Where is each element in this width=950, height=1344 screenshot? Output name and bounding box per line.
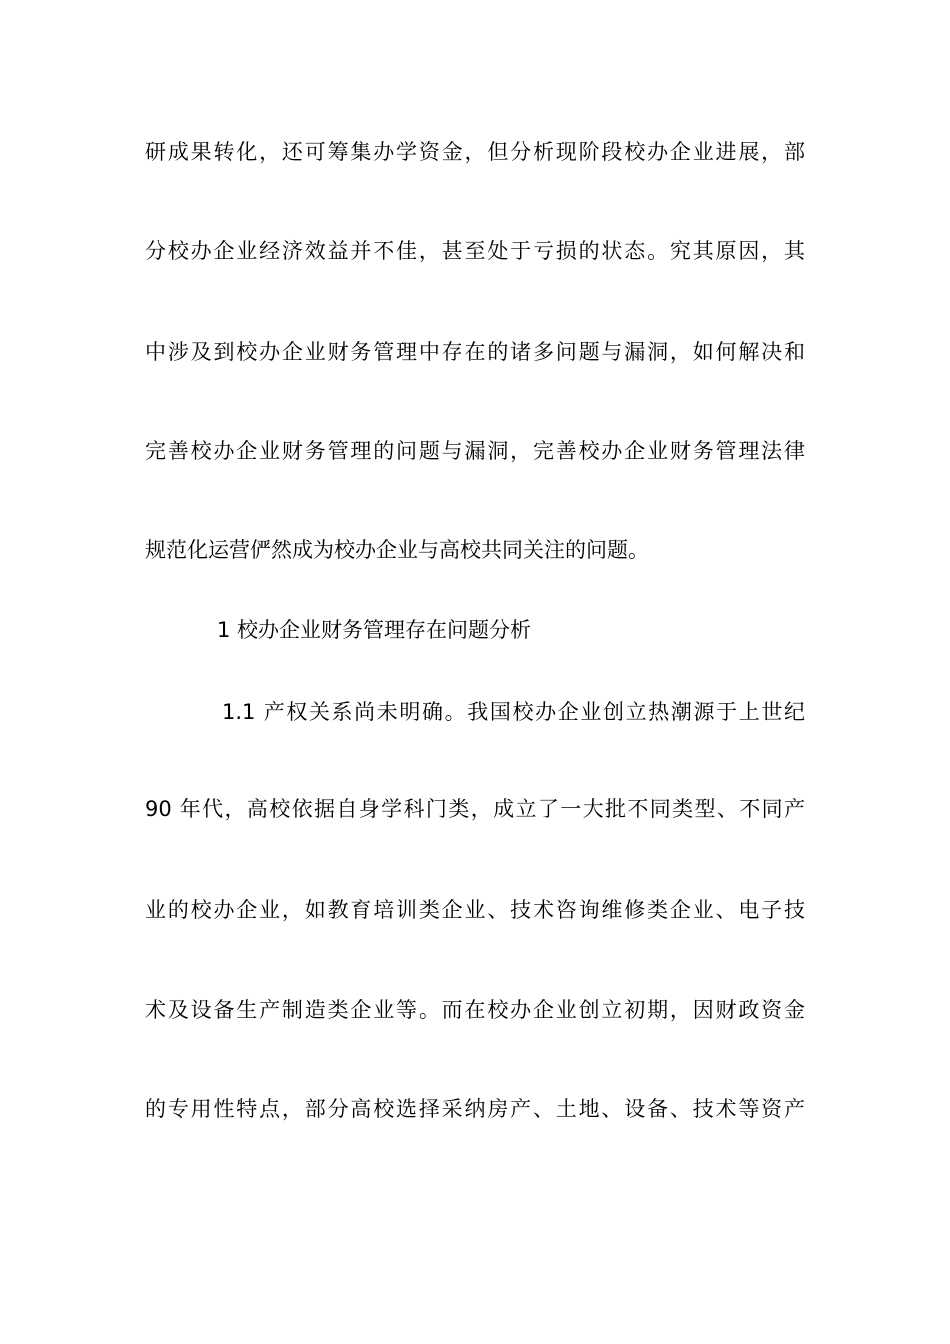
- paragraph-1-line-5: 规范化运营俨然成为校办企业与高校共同关注的问题。: [145, 538, 649, 562]
- paragraph-2-line-5: 的专用性特点，部分高校选择采纳房产、土地、设备、技术等资产: [145, 1097, 805, 1121]
- paragraph-1-line-4: 完善校办企业财务管理的问题与漏洞，完善校办企业财务管理法律: [145, 439, 805, 463]
- paragraph-1-line-2: 分校办企业经济效益并不佳，甚至处于亏损的状态。究其原因，其: [145, 239, 805, 263]
- paragraph-2-line-1: 1.1 产权关系尚未明确。我国校办企业创立热潮源于上世纪: [222, 700, 805, 724]
- paragraph-2-line-4: 术及设备生产制造类企业等。而在校办企业创立初期，因财政资金: [145, 998, 805, 1022]
- paragraph-1-line-1: 研成果转化，还可筹集办学资金，但分析现阶段校办企业进展，部: [145, 140, 805, 164]
- paragraph-2-line-2: 90 年代，高校依据自身学科门类，成立了一大批不同类型、不同产: [145, 797, 805, 821]
- paragraph-2-line-3: 业的校办企业，如教育培训类企业、技术咨询维修类企业、电子技: [145, 898, 805, 922]
- paragraph-1-line-3: 中涉及到校办企业财务管理中存在的诸多问题与漏洞，如何解决和: [145, 340, 805, 364]
- section-heading: 1 校办企业财务管理存在问题分析: [217, 618, 532, 642]
